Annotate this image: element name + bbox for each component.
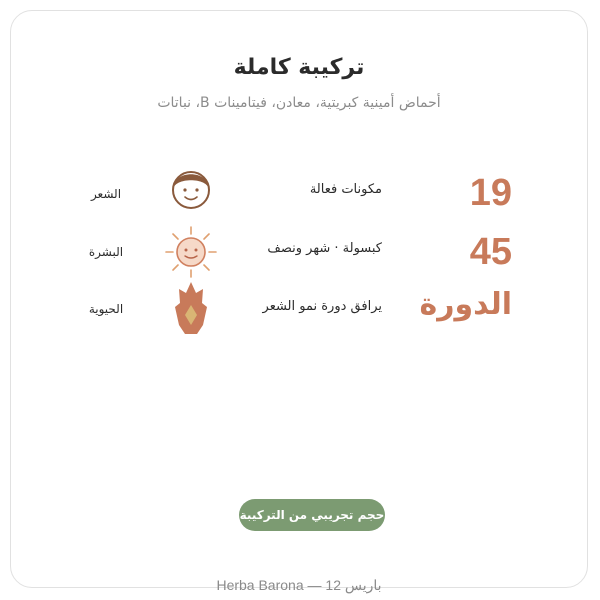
benefit-label-skin: البشرة [88,245,124,259]
trial-size-button[interactable]: حجم تجريبي من التركيبة [239,499,385,531]
card-title: تركيبة كاملة [233,55,365,80]
benefit-label-hair: الشعر [90,187,122,201]
stat-value-capsules: 45 [469,231,512,273]
hair-face-icon [169,165,213,211]
sun-face-icon [164,225,218,279]
stat-label-cycle: يرافق دورة نمو الشعر [262,299,382,314]
stat-label-capsules: كبسولة · شهر ونصف [267,241,382,256]
stat-label-ingredients: مكونات فعالة [309,182,382,197]
stat-value-ingredients: 19 [469,172,512,214]
benefit-label-vitality: الحيوية [88,302,124,316]
footer-location: باريس 12 — Herba Barona [216,577,382,593]
flame-icon [175,281,207,335]
card-subtitle: أحماض أمينية كبريتية، معادن، فيتامينات B، نباتات [157,95,441,111]
stat-value-cycle: الدورة [419,287,512,322]
composition-card [10,10,588,593]
